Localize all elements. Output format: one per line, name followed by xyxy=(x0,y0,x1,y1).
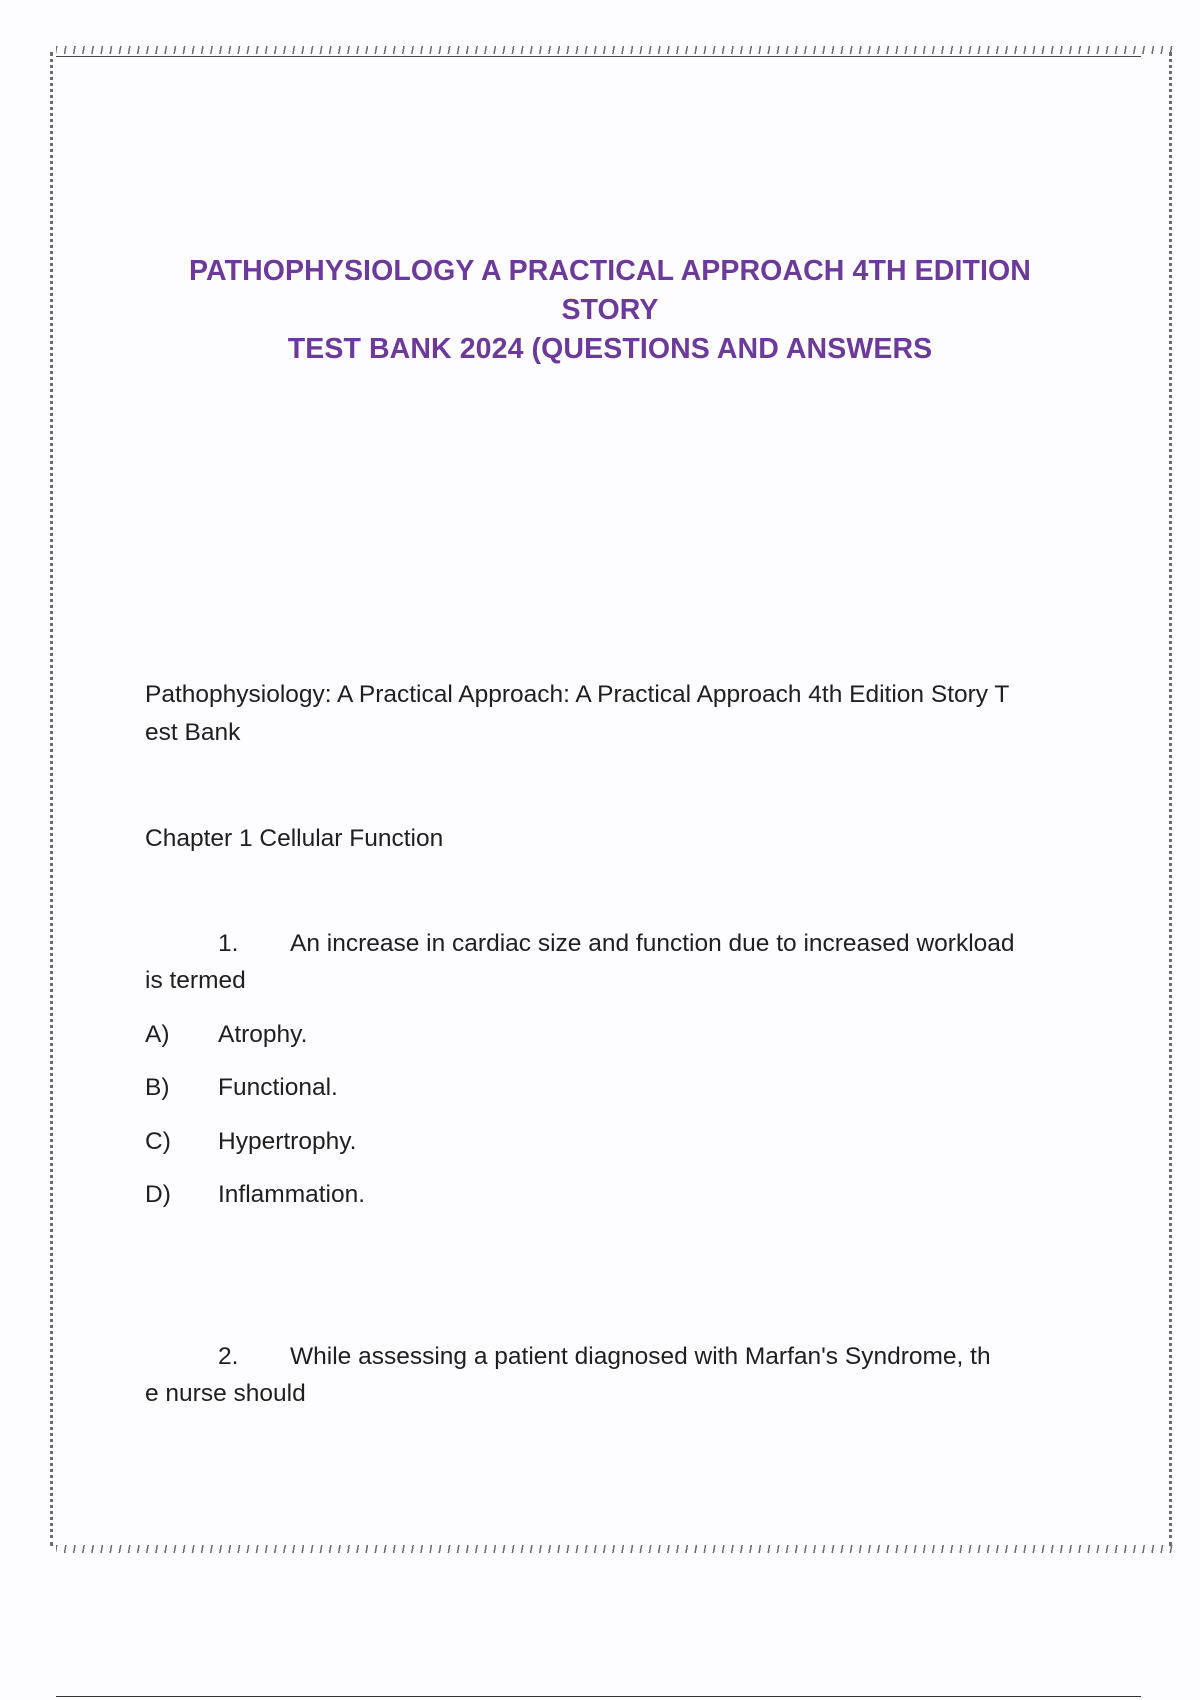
option-text: Atrophy. xyxy=(218,1021,308,1048)
option-text: Hypertrophy. xyxy=(218,1128,357,1155)
question-text-line-1: While assessing a patient diagnosed with Marfan's Syndrome, th xyxy=(290,1343,991,1370)
option-letter: D) xyxy=(145,1181,171,1208)
option-text: Functional. xyxy=(218,1074,338,1101)
question-number: 2. xyxy=(218,1343,239,1370)
question-1 xyxy=(145,925,1085,999)
document-title xyxy=(150,252,1070,369)
bottom-border-hatch xyxy=(56,1545,1176,1553)
answer-option-c xyxy=(145,1125,356,1159)
intro-line-2: est Bank xyxy=(145,719,241,746)
question-text-line-2: is termed xyxy=(145,967,246,994)
option-letter: A) xyxy=(145,1021,170,1048)
option-text: Inflammation. xyxy=(218,1181,366,1208)
question-number: 1. xyxy=(218,930,239,957)
option-letter: C) xyxy=(145,1128,171,1155)
answer-option-b xyxy=(145,1071,338,1105)
question-2 xyxy=(145,1338,1085,1412)
question-text-line-2: e nurse should xyxy=(145,1380,306,1407)
title-line-2: TEST BANK 2024 (QUESTIONS AND ANSWERS xyxy=(287,333,933,365)
question-text-line-1: An increase in cardiac size and function due to increased workload xyxy=(290,930,1015,957)
intro-line-1: Pathophysiology: A Practical Approach: A Practical Approach 4th Edition Story T xyxy=(145,681,1010,708)
option-letter: B) xyxy=(145,1074,170,1101)
chapter-heading: Chapter 1 Cellular Function xyxy=(145,825,444,852)
answer-option-a xyxy=(145,1018,307,1052)
title-line-1: PATHOPHYSIOLOGY A PRACTICAL APPROACH 4TH EDITION STORY xyxy=(189,255,1031,326)
bottom-rule xyxy=(56,1696,1141,1697)
intro-paragraph xyxy=(145,676,1085,752)
answer-option-d xyxy=(145,1178,365,1212)
